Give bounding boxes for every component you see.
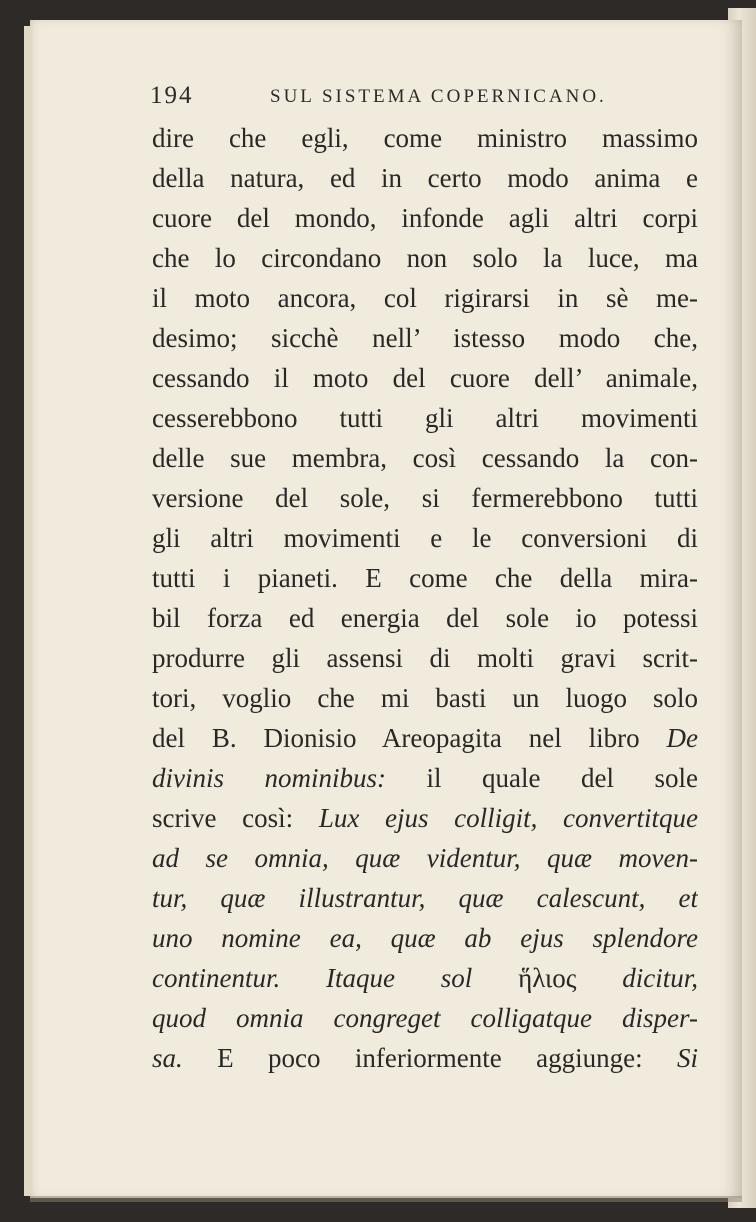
text-line	[152, 758, 698, 798]
text-segment: cuore del mondo, infonde agli altri corpi	[152, 203, 698, 233]
text-line	[152, 238, 698, 278]
text-line	[152, 358, 698, 398]
text-line	[152, 918, 698, 958]
text-line	[152, 398, 698, 438]
text-line	[152, 1038, 698, 1078]
text-line	[152, 678, 698, 718]
text-segment: tori, voglio che mi basti un luogo solo	[152, 683, 698, 713]
text-line	[152, 998, 698, 1038]
text-line	[152, 878, 698, 918]
text-segment: dicitur,	[576, 963, 698, 993]
text-segment: E poco inferiormente aggiunge:	[182, 1043, 677, 1073]
text-segment: il quale del sole	[386, 763, 698, 793]
text-line	[152, 278, 698, 318]
text-line	[152, 478, 698, 518]
text-line	[152, 798, 698, 838]
text-segment: divinis nominibus:	[152, 763, 387, 793]
text-segment: sa.	[152, 1043, 183, 1073]
text-segment: bil forza ed energia del sole io potessi	[152, 603, 698, 633]
text-line	[152, 718, 698, 758]
text-segment: scrive così:	[152, 803, 319, 833]
text-segment: tutti i pianeti. E come che della mira-	[152, 563, 698, 593]
text-line	[152, 958, 698, 998]
text-segment: delle sue membra, così cessando la con-	[152, 443, 698, 473]
text-segment: il moto ancora, col rigirarsi in sè me-	[152, 283, 698, 313]
text-line	[152, 158, 698, 198]
text-line	[152, 198, 698, 238]
text-segment: del B. Dionisio Areopagita nel libro	[152, 723, 667, 753]
text-line	[152, 518, 698, 558]
page-bottom-shadow	[30, 1196, 742, 1202]
text-segment: versione del sole, si fermerebbono tutti	[152, 483, 698, 513]
text-line	[152, 318, 698, 358]
text-line	[152, 838, 698, 878]
text-segment: quod omnia congreget colligatque disper-	[152, 1003, 698, 1033]
body-text	[152, 118, 698, 1078]
text-segment: Lux ejus colligit, convertitque	[318, 803, 698, 833]
text-segment: gli altri movimenti e le conversioni di	[152, 523, 698, 553]
text-line	[152, 118, 698, 158]
text-segment: cessando il moto del cuore dell’ animale,	[152, 363, 698, 393]
text-line	[152, 638, 698, 678]
text-segment: desimo; sicchè nell’ istesso modo che,	[152, 323, 698, 353]
text-segment: ad se omnia, quæ videntur, quæ moven-	[152, 843, 698, 873]
text-segment: De	[666, 723, 698, 753]
text-segment: ἥλιος	[518, 963, 577, 993]
text-segment: cesserebbono tutti gli altri movimenti	[152, 403, 698, 433]
text-segment: produrre gli assensi di molti gravi scrit-	[152, 643, 698, 673]
text-line	[152, 438, 698, 478]
page-header	[0, 82, 756, 112]
text-line	[152, 558, 698, 598]
running-title: SUL SISTEMA COPERNICANO.	[270, 86, 607, 107]
text-segment: dire che egli, come ministro massimo	[152, 123, 698, 153]
text-segment: tur, quæ illustrantur, quæ calescunt, et	[152, 883, 698, 913]
text-segment: che lo circondano non solo la luce, ma	[152, 243, 698, 273]
text-segment: della natura, ed in certo modo anima e	[152, 163, 698, 193]
text-segment: continentur. Itaque sol	[152, 963, 519, 993]
text-segment: Si	[676, 1043, 698, 1073]
text-line	[152, 598, 698, 638]
text-segment: uno nomine ea, quæ ab ejus splendore	[152, 923, 698, 953]
page-number: 194	[150, 82, 194, 109]
